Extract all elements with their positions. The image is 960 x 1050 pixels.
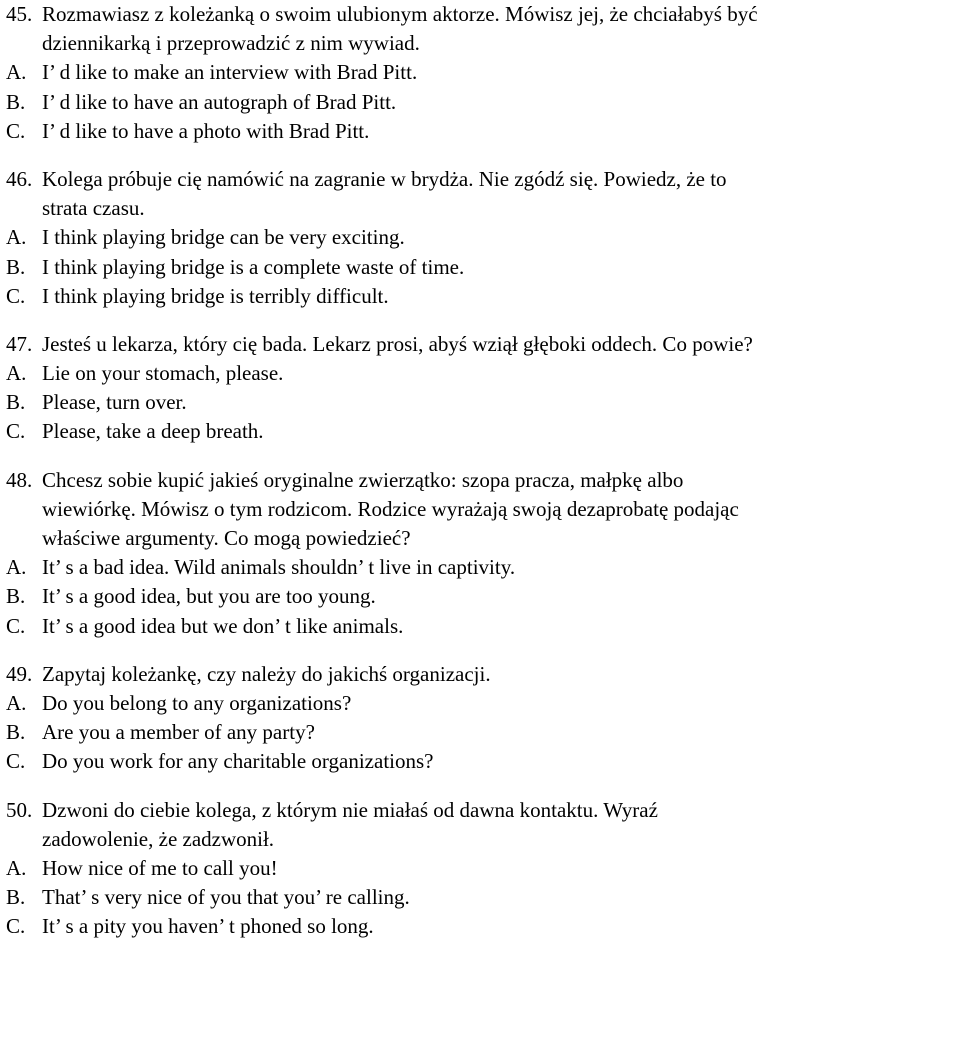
- option-text: Please, take a deep breath.: [42, 419, 264, 444]
- question-prompt-text: strata czasu.: [42, 196, 145, 221]
- question-50: [6, 796, 956, 942]
- option-text: I think playing bridge is terribly difficult.: [42, 283, 389, 308]
- option-letter: A.: [6, 225, 27, 250]
- question-spacer: [6, 311, 956, 330]
- answer-option-b: [6, 88, 956, 117]
- answer-option-b: [6, 388, 956, 417]
- question-spacer: [6, 447, 956, 466]
- answer-option-a: [6, 689, 956, 718]
- answer-option-a: [6, 58, 956, 87]
- question-number: 46.: [6, 166, 33, 191]
- question-47: [6, 330, 956, 447]
- question-prompt-line: [6, 330, 956, 359]
- option-text: It’ s a good idea but we don’ t like animals.: [42, 613, 404, 638]
- question-number: 47.: [6, 331, 33, 356]
- option-letter: A.: [6, 60, 27, 85]
- answer-option-b: [6, 883, 956, 912]
- option-text: Lie on your stomach, please.: [42, 361, 284, 386]
- question-spacer: [6, 146, 956, 165]
- option-text: How nice of me to call you!: [42, 855, 278, 880]
- question-prompt-text: Kolega próbuje cię namówić na zagranie w brydża. Nie zgódź się. Powiedz, że to: [42, 166, 727, 191]
- question-spacer: [6, 641, 956, 660]
- option-letter: A.: [6, 855, 27, 880]
- question-46: [6, 165, 956, 311]
- question-prompt-text: dziennikarką i przeprowadzić z nim wywiad.: [42, 31, 420, 56]
- answer-option-b: [6, 253, 956, 282]
- option-text: It’ s a bad idea. Wild animals shouldn’ t live in captivity.: [42, 555, 516, 580]
- option-letter: B.: [6, 390, 26, 415]
- answer-option-a: [6, 553, 956, 582]
- question-spacer: [6, 777, 956, 796]
- answer-option-b: [6, 718, 956, 747]
- option-letter: C.: [6, 419, 26, 444]
- question-prompt-text: Chcesz sobie kupić jakieś oryginalne zwierzątko: szopa pracza, małpkę albo: [42, 467, 684, 492]
- option-letter: B.: [6, 584, 26, 609]
- option-letter: A.: [6, 690, 27, 715]
- option-letter: C.: [6, 283, 26, 308]
- answer-option-b: [6, 582, 956, 611]
- option-letter: C.: [6, 118, 26, 143]
- option-letter: C.: [6, 914, 26, 939]
- option-text: I think playing bridge is a complete waste of time.: [42, 254, 465, 279]
- option-text: Do you belong to any organizations?: [42, 690, 352, 715]
- question-number: 48.: [6, 467, 33, 492]
- question-prompt-text: zadowolenie, że zadzwonił.: [42, 826, 275, 851]
- question-number: 50.: [6, 797, 33, 822]
- option-text: I’ d like to make an interview with Brad Pitt.: [42, 60, 418, 85]
- option-text: It’ s a pity you haven’ t phoned so long.: [42, 914, 374, 939]
- question-number: 49.: [6, 661, 33, 686]
- option-text: It’ s a good idea, but you are too young.: [42, 584, 376, 609]
- question-prompt-line: [6, 524, 956, 553]
- option-letter: B.: [6, 720, 26, 745]
- answer-option-a: [6, 359, 956, 388]
- option-text: Are you a member of any party?: [42, 720, 315, 745]
- option-text: That’ s very nice of you that you’ re calling.: [42, 885, 410, 910]
- option-letter: C.: [6, 749, 26, 774]
- question-prompt-line: [6, 466, 956, 495]
- answer-option-a: [6, 223, 956, 252]
- option-letter: B.: [6, 254, 26, 279]
- option-text: I’ d like to have a photo with Brad Pitt.: [42, 118, 370, 143]
- question-prompt-text: Jesteś u lekarza, który cię bada. Lekarz prosi, abyś wziął głęboki oddech. Co powie?: [42, 331, 753, 356]
- question-prompt-line: [6, 0, 956, 29]
- question-prompt-line: [6, 29, 956, 58]
- option-text: Please, turn over.: [42, 390, 187, 415]
- question-prompt-text: Rozmawiasz z koleżanką o swoim ulubionym aktorze. Mówisz jej, że chciałabyś być: [42, 2, 758, 26]
- question-prompt-text: wiewiórkę. Mówisz o tym rodzicom. Rodzice wyrażają swoją dezaprobatę podając: [42, 496, 739, 521]
- question-prompt-line: [6, 165, 956, 194]
- answer-option-c: [6, 417, 956, 446]
- option-letter: A.: [6, 555, 27, 580]
- question-prompt-line: [6, 660, 956, 689]
- question-number: 45.: [6, 2, 33, 26]
- option-letter: A.: [6, 361, 27, 386]
- option-text: Do you work for any charitable organizations?: [42, 749, 434, 774]
- answer-option-a: [6, 854, 956, 883]
- answer-option-c: [6, 117, 956, 146]
- question-prompt-line: [6, 194, 956, 223]
- option-letter: B.: [6, 885, 26, 910]
- option-text: I think playing bridge can be very exciting.: [42, 225, 405, 250]
- question-prompt-text: Dzwoni do ciebie kolega, z którym nie miałaś od dawna kontaktu. Wyraź: [42, 797, 658, 822]
- answer-option-c: [6, 747, 956, 776]
- answer-option-c: [6, 612, 956, 641]
- question-prompt-line: [6, 825, 956, 854]
- option-letter: B.: [6, 89, 26, 114]
- question-49: [6, 660, 956, 777]
- option-text: I’ d like to have an autograph of Brad Pitt.: [42, 89, 397, 114]
- question-prompt-text: właściwe argumenty. Co mogą powiedzieć?: [42, 526, 411, 550]
- answer-option-c: [6, 912, 956, 941]
- answer-option-c: [6, 282, 956, 311]
- question-prompt-text: Zapytaj koleżankę, czy należy do jakichś organizacji.: [42, 661, 491, 686]
- option-letter: C.: [6, 613, 26, 638]
- exam-document: [6, 0, 956, 941]
- question-prompt-line: [6, 796, 956, 825]
- question-45: [6, 0, 956, 146]
- question-48: [6, 466, 956, 641]
- question-prompt-line: [6, 495, 956, 524]
